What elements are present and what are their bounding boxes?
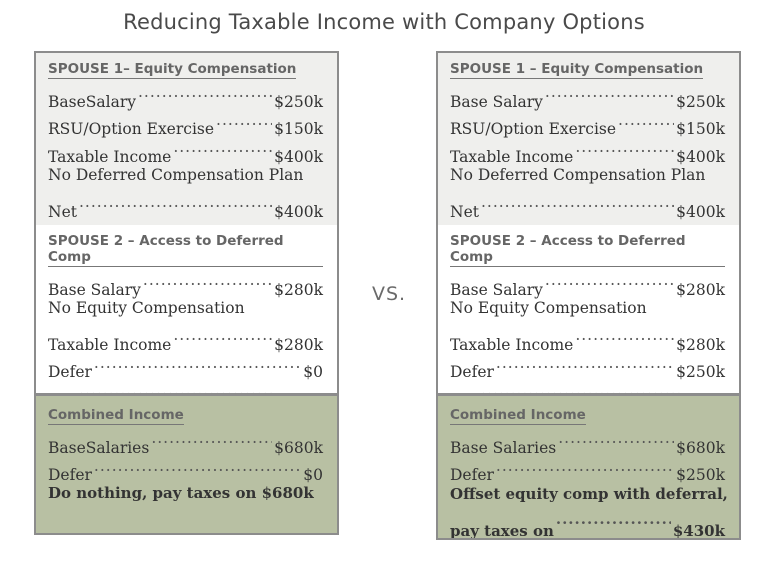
- list-item: Taxable Income ..... $280k: [450, 322, 725, 350]
- list-item: Taxable Income ..... $400k: [48, 134, 323, 162]
- left-combined-section: [36, 393, 337, 533]
- list-item: No Equity Compensation: [450, 298, 647, 317]
- right-combined-header: Combined Income: [450, 407, 586, 423]
- right-spouse2-section: [438, 225, 739, 393]
- left-comparison-card: [34, 51, 339, 535]
- list-item: Base Salaries ..... $680k: [450, 425, 725, 453]
- right-spouse1-section: [438, 53, 739, 225]
- left-spouse2-header: SPOUSE 2 – Access to Deferred Comp: [48, 233, 323, 267]
- list-item: Base Salary ..... $280k: [450, 267, 725, 295]
- right-comparison-card: [436, 51, 741, 540]
- list-item: Defer ..... $250k: [450, 350, 725, 378]
- list-item: Taxable Income ..... $280k: [48, 322, 323, 350]
- left-combined-summary: Do nothing, pay taxes on $680k: [48, 484, 314, 502]
- list-item: Net ..... $400k: [48, 189, 323, 217]
- left-spouse2-section: [36, 225, 337, 393]
- list-item: BaseSalaries ..... $680k: [48, 425, 323, 453]
- list-item: Taxable Income ..... $400k: [450, 134, 725, 162]
- list-item: Defer ..... $250k: [450, 453, 725, 481]
- list-item: Base Salary ..... $250k: [450, 79, 725, 107]
- list-item: Net ..... $400k: [450, 189, 725, 217]
- list-item: Base Salary ..... $280k: [48, 267, 323, 295]
- left-spouse1-section: [36, 53, 337, 225]
- list-item: Defer ..... $0: [48, 453, 323, 481]
- list-item: BaseSalary ..... $250k: [48, 79, 323, 107]
- list-item: No Deferred Compensation Plan: [450, 165, 706, 184]
- right-spouse1-header: SPOUSE 1 – Equity Compensation: [450, 61, 704, 77]
- diagram-title: Reducing Taxable Income with Company Options: [123, 10, 645, 34]
- right-combined-summary-line2: pay taxes on ..... $430k: [450, 505, 725, 540]
- list-item: Defer ..... $0: [48, 350, 323, 378]
- list-item: No Equity Compensation: [48, 298, 245, 317]
- left-spouse1-header: SPOUSE 1– Equity Compensation: [48, 61, 297, 77]
- versus-label: VS.: [372, 283, 407, 305]
- right-spouse2-header: SPOUSE 2 – Access to Deferred Comp: [450, 233, 725, 267]
- right-combined-summary-line1: Offset equity comp with deferral,: [450, 485, 728, 503]
- list-item: RSU/Option Exercise ..... $150k: [450, 107, 725, 135]
- right-combined-section: [438, 393, 739, 538]
- list-item: No Deferred Compensation Plan: [48, 165, 304, 184]
- left-combined-header: Combined Income: [48, 407, 184, 423]
- list-item: RSU/Option Exercise ..... $150k: [48, 107, 323, 135]
